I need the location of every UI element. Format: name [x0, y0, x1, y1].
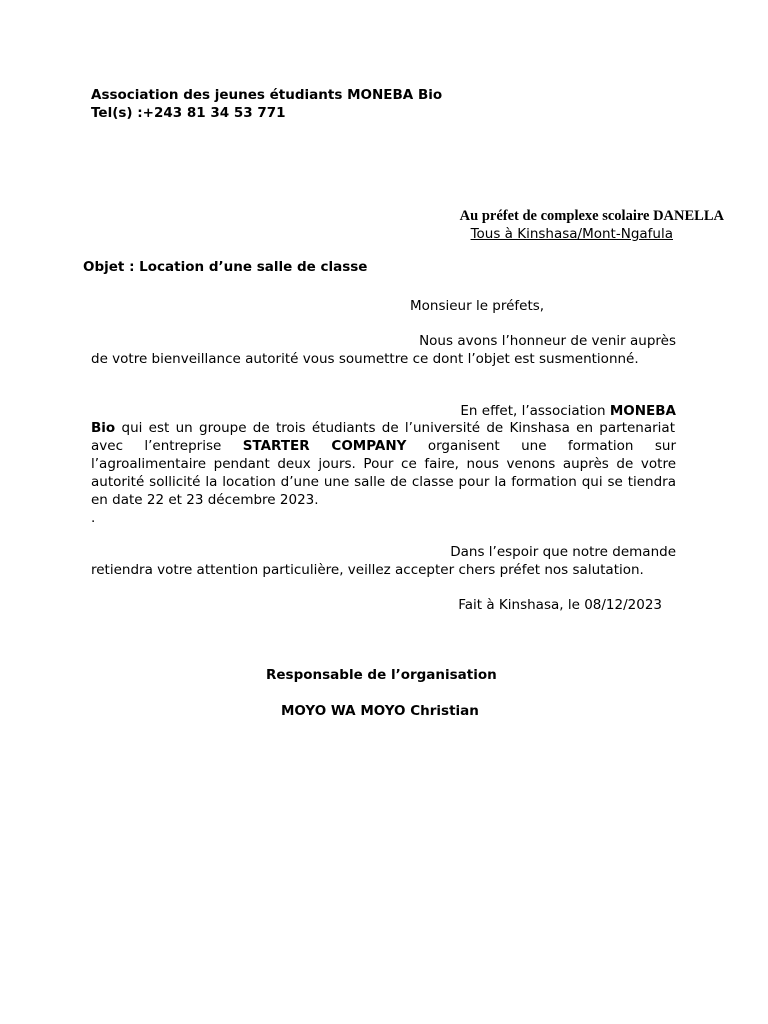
paragraph-3-line-2: retiendra votre attention particulière, veillez accepter chers préfet nos salutation.: [91, 562, 644, 578]
organization-phone: Tel(s) :+243 81 34 53 771: [91, 105, 286, 121]
paragraph-2-line-2-text: qui est un groupe de trois étudiants de l’université de Kinshasa en partenariat: [121, 420, 675, 436]
association-name-emphasis: MONEBA: [609, 403, 676, 419]
paragraph-1-line-2: de votre bienveillance autorité vous soumettre ce dont l’objet est susmentionné.: [91, 351, 639, 367]
recipient-title: Au préfet de complexe scolaire DANELLA: [459, 208, 724, 224]
partner-company-name: STARTER COMPANY: [242, 438, 407, 454]
signature-role: Responsable de l’organisation: [266, 667, 497, 683]
paragraph-3-line-1: Dans l’espoir que notre demande: [450, 544, 676, 560]
paragraph-2-line-3-start: avec l’entreprise: [91, 438, 222, 454]
paragraph-2-line-3: [91, 437, 676, 455]
date-line: Fait à Kinshasa, le 08/12/2023: [458, 597, 662, 613]
paragraph-2-line-7: .: [91, 510, 96, 526]
paragraph-2-line-2: [91, 419, 675, 437]
paragraph-2-line-4: l’agroalimentaire pendant deux jours. Pour ce faire, nous venons auprès de votre: [91, 456, 676, 472]
paragraph-2-line-5: autorité sollicité la location d’une une salle de classe pour la formation qui se tiendra: [91, 474, 676, 490]
paragraph-2-line-6: en date 22 et 23 décembre 2023.: [91, 492, 319, 508]
paragraph-1-line-1: Nous avons l’honneur de venir auprès: [419, 333, 676, 349]
recipient-location: Tous à Kinshasa/Mont-Ngafula: [470, 226, 673, 242]
paragraph-2-intro: En effet, l’association: [460, 403, 606, 419]
paragraph-2-line-3-end: organisent une formation sur: [427, 438, 676, 454]
signature-name: MOYO WA MOYO Christian: [281, 703, 479, 719]
letter-subject: Objet : Location d’une salle de classe: [83, 259, 368, 275]
salutation: Monsieur le préfets,: [410, 298, 545, 314]
association-name-suffix: Bio: [91, 420, 116, 436]
organization-name: Association des jeunes étudiants MONEBA Bio: [91, 87, 443, 103]
paragraph-2-line-1: [460, 402, 676, 420]
